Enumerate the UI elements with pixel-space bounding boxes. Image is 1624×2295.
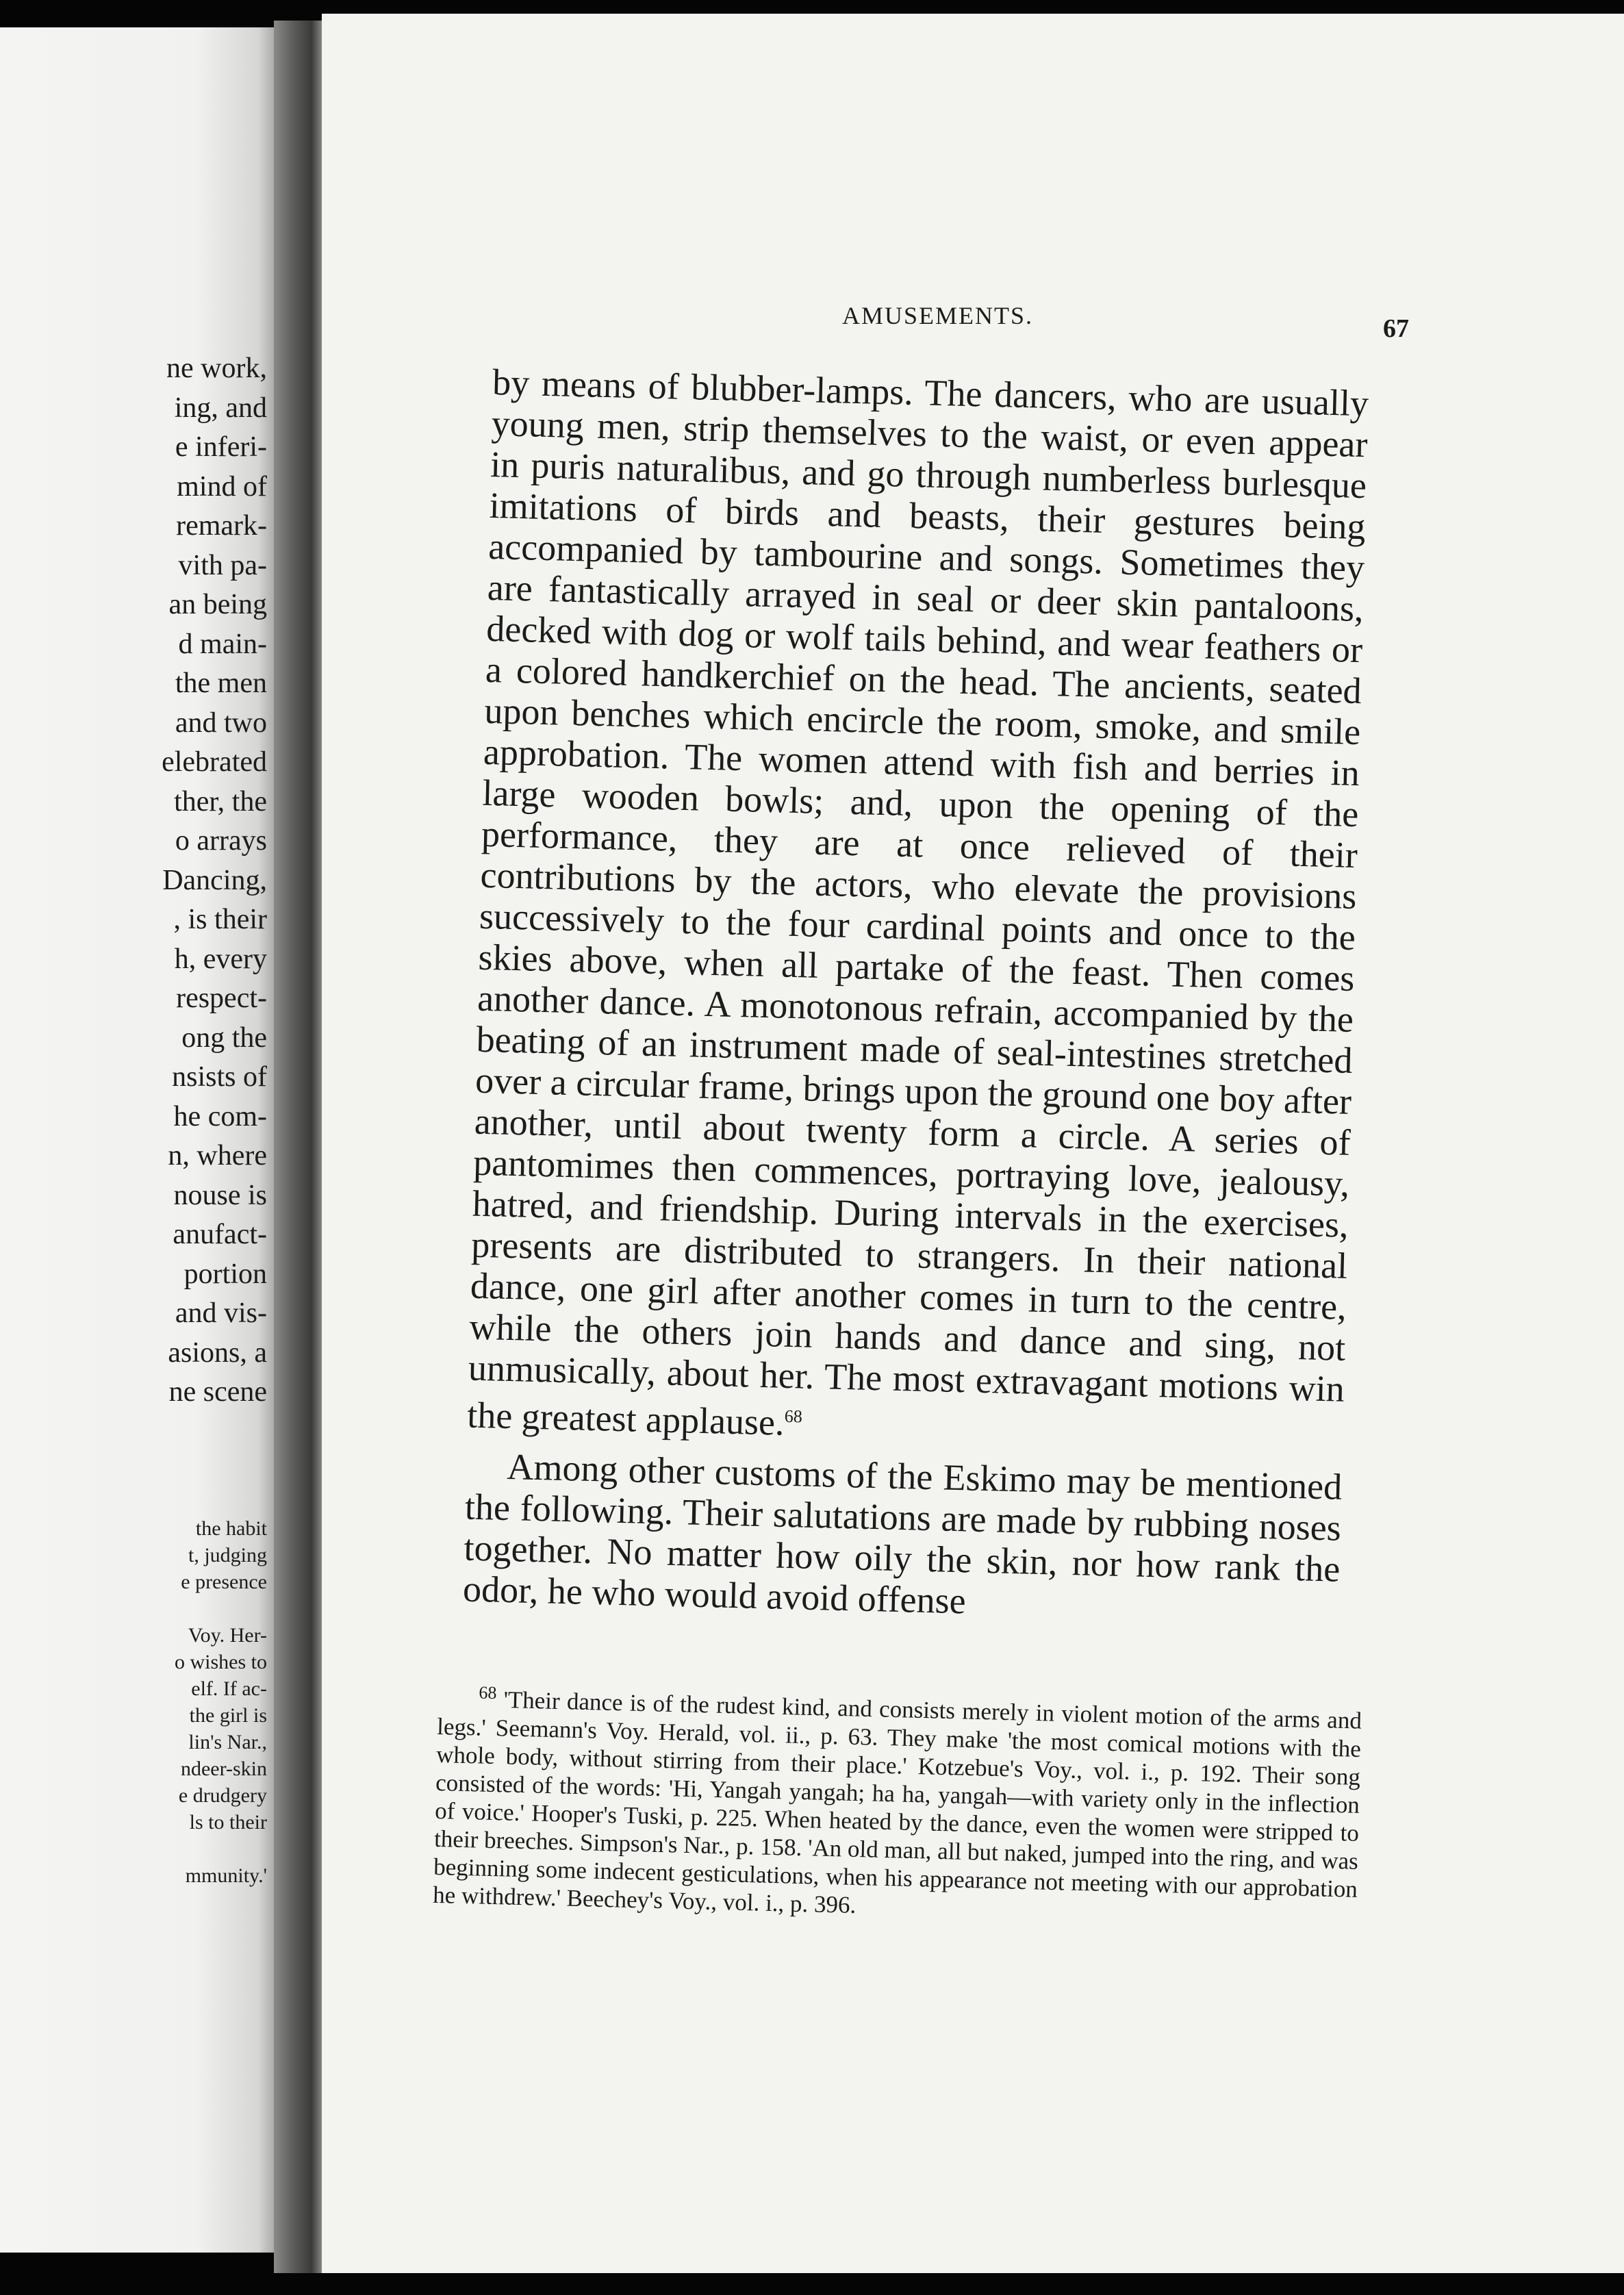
- footnote-mark: 68: [479, 1682, 497, 1703]
- left-page-line: ing, and: [174, 392, 267, 424]
- left-page-line: and vis-: [175, 1297, 267, 1329]
- footnote-68: [433, 1677, 1362, 1931]
- left-page-line: asions, a: [168, 1336, 267, 1369]
- left-page-line: , is their: [173, 904, 267, 935]
- left-page-line: o arrays: [175, 825, 267, 857]
- left-page-footnote-line: lin's Nar.,: [188, 1731, 267, 1753]
- paragraph-1-text: by means of blubber-lamps. The dancers, who are usually young men, strip themselves to the waist, or even appear in puris naturalibus, and go through numberless burlesque imitations of birds and beasts, their gestures being accompanied by tambourine and songs. Sometimes they are fantastically arrayed in seal or deer skin pantaloons, decked with dog or wolf tails behind, and wear feathers or a colored handkerchief on the head. The ancients, seated upon benches which encircle the room, smoke, and smile approbation. The women attend with fish and berries in large wooden bowls; and, upon the opening of the performance, they are at once relieved of their contributions by the actors, who elevate the provisions successively to the four cardinal points and once to the skies above, when all partake of the feast. Then comes another dance. A monotonous refrain, accompanied by the beating of an instrument made of seal-intestines stretched over a circular frame, brings upon the ground one boy after another, until about twenty form a circle. A series of pantomimes then commences, portraying love, jealousy, hatred, and friendship. During intervals in the exercises, presents are distributed to strangers. In their national dance, one girl after another comes in turn to the centre, while the others join hands and dance and sing, not unmusically, about her. The most extravagant motions win the greatest applause.: [466, 362, 1369, 1443]
- left-page-line: nsists of: [172, 1061, 267, 1093]
- left-page-line: mind of: [177, 470, 267, 503]
- paragraph-1: [467, 362, 1369, 1457]
- left-page-line: remark-: [176, 510, 267, 542]
- left-page-line: ong the: [181, 1022, 267, 1054]
- left-page-footnote-line: ls to their: [189, 1811, 267, 1834]
- left-page-line: elebrated: [162, 746, 267, 778]
- paragraph-2: Among other customs of the Eskimo may be mentioned the following. Their salutations are made by rubbing noses together. No matter how oily the skin, nor how rank the odor, he who would avoid offense: [462, 1445, 1343, 1622]
- left-page-line: portion: [183, 1258, 267, 1290]
- left-page-line: Dancing,: [162, 864, 267, 896]
- left-page-line: the men: [175, 668, 267, 699]
- left-page-line: h, every: [174, 943, 267, 975]
- left-page-line: respect-: [176, 982, 267, 1014]
- left-page: [0, 27, 281, 2253]
- left-page-footnote-line: elf. If ac-: [191, 1677, 267, 1700]
- left-page-line: n, where: [168, 1140, 267, 1171]
- left-page-footnote-line: t, judging: [188, 1544, 267, 1567]
- left-page-footnote-line: ndeer-skin: [180, 1758, 267, 1780]
- left-page-footnote-line: e drudgery: [178, 1784, 267, 1807]
- footnote: [433, 1677, 1362, 1931]
- left-page-line: d main-: [178, 628, 267, 660]
- left-page-line: ne work,: [166, 353, 267, 384]
- left-page-line: ne scene: [168, 1376, 267, 1408]
- left-page-footnote-line: o wishes to: [175, 1651, 267, 1673]
- main-text: [462, 362, 1369, 1631]
- running-header: AMUSEMENTS.: [842, 302, 1034, 329]
- left-page-line: and two: [175, 707, 267, 739]
- left-page-line: e inferi-: [175, 431, 267, 463]
- footnote-reference: 68: [784, 1406, 803, 1427]
- left-page-line: ther, the: [174, 785, 267, 817]
- left-page-line: he com-: [173, 1100, 267, 1132]
- left-page-line: vith pa-: [178, 549, 267, 581]
- left-page-footnote-line: mmunity.': [185, 1864, 267, 1887]
- left-page-line: an being: [168, 589, 267, 620]
- left-page-line: nouse is: [173, 1179, 267, 1211]
- left-page-line: anufact-: [173, 1219, 267, 1250]
- left-page-footnote-line: Voy. Her-: [188, 1624, 267, 1647]
- footnote-text: 'Their dance is of the rudest kind, and consists merely in violent motion of the arms and legs.' Seemann's Voy. Herald, vol. ii., p. 63. They make 'the most comical motions with the whole body, without stirring from their place.' Kotzebue's Voy., vol. i., p. 192. Their song consisted of the words: 'Hi, Yangah yangah; ha ha, yangah—with variety only in the inflection of voice.' Hooper's Tuski, p. 225. When heated by the dance, even the women were stripped to their breeches. Simpson's Nar., p. 158. 'An old man, all but naked, jumped into the ring, and was beginning some indecent gesticulations, when his appearance not meeting with our approbation he withdrew.' Beechey's Voy., vol. i., p. 396.: [432, 1686, 1362, 1918]
- left-page-footnote-line: the habit: [195, 1517, 267, 1540]
- left-page-footnote-line: e presence: [181, 1571, 267, 1593]
- page-number: 67: [1383, 314, 1409, 343]
- left-page-footnote-line: the girl is: [189, 1704, 267, 1727]
